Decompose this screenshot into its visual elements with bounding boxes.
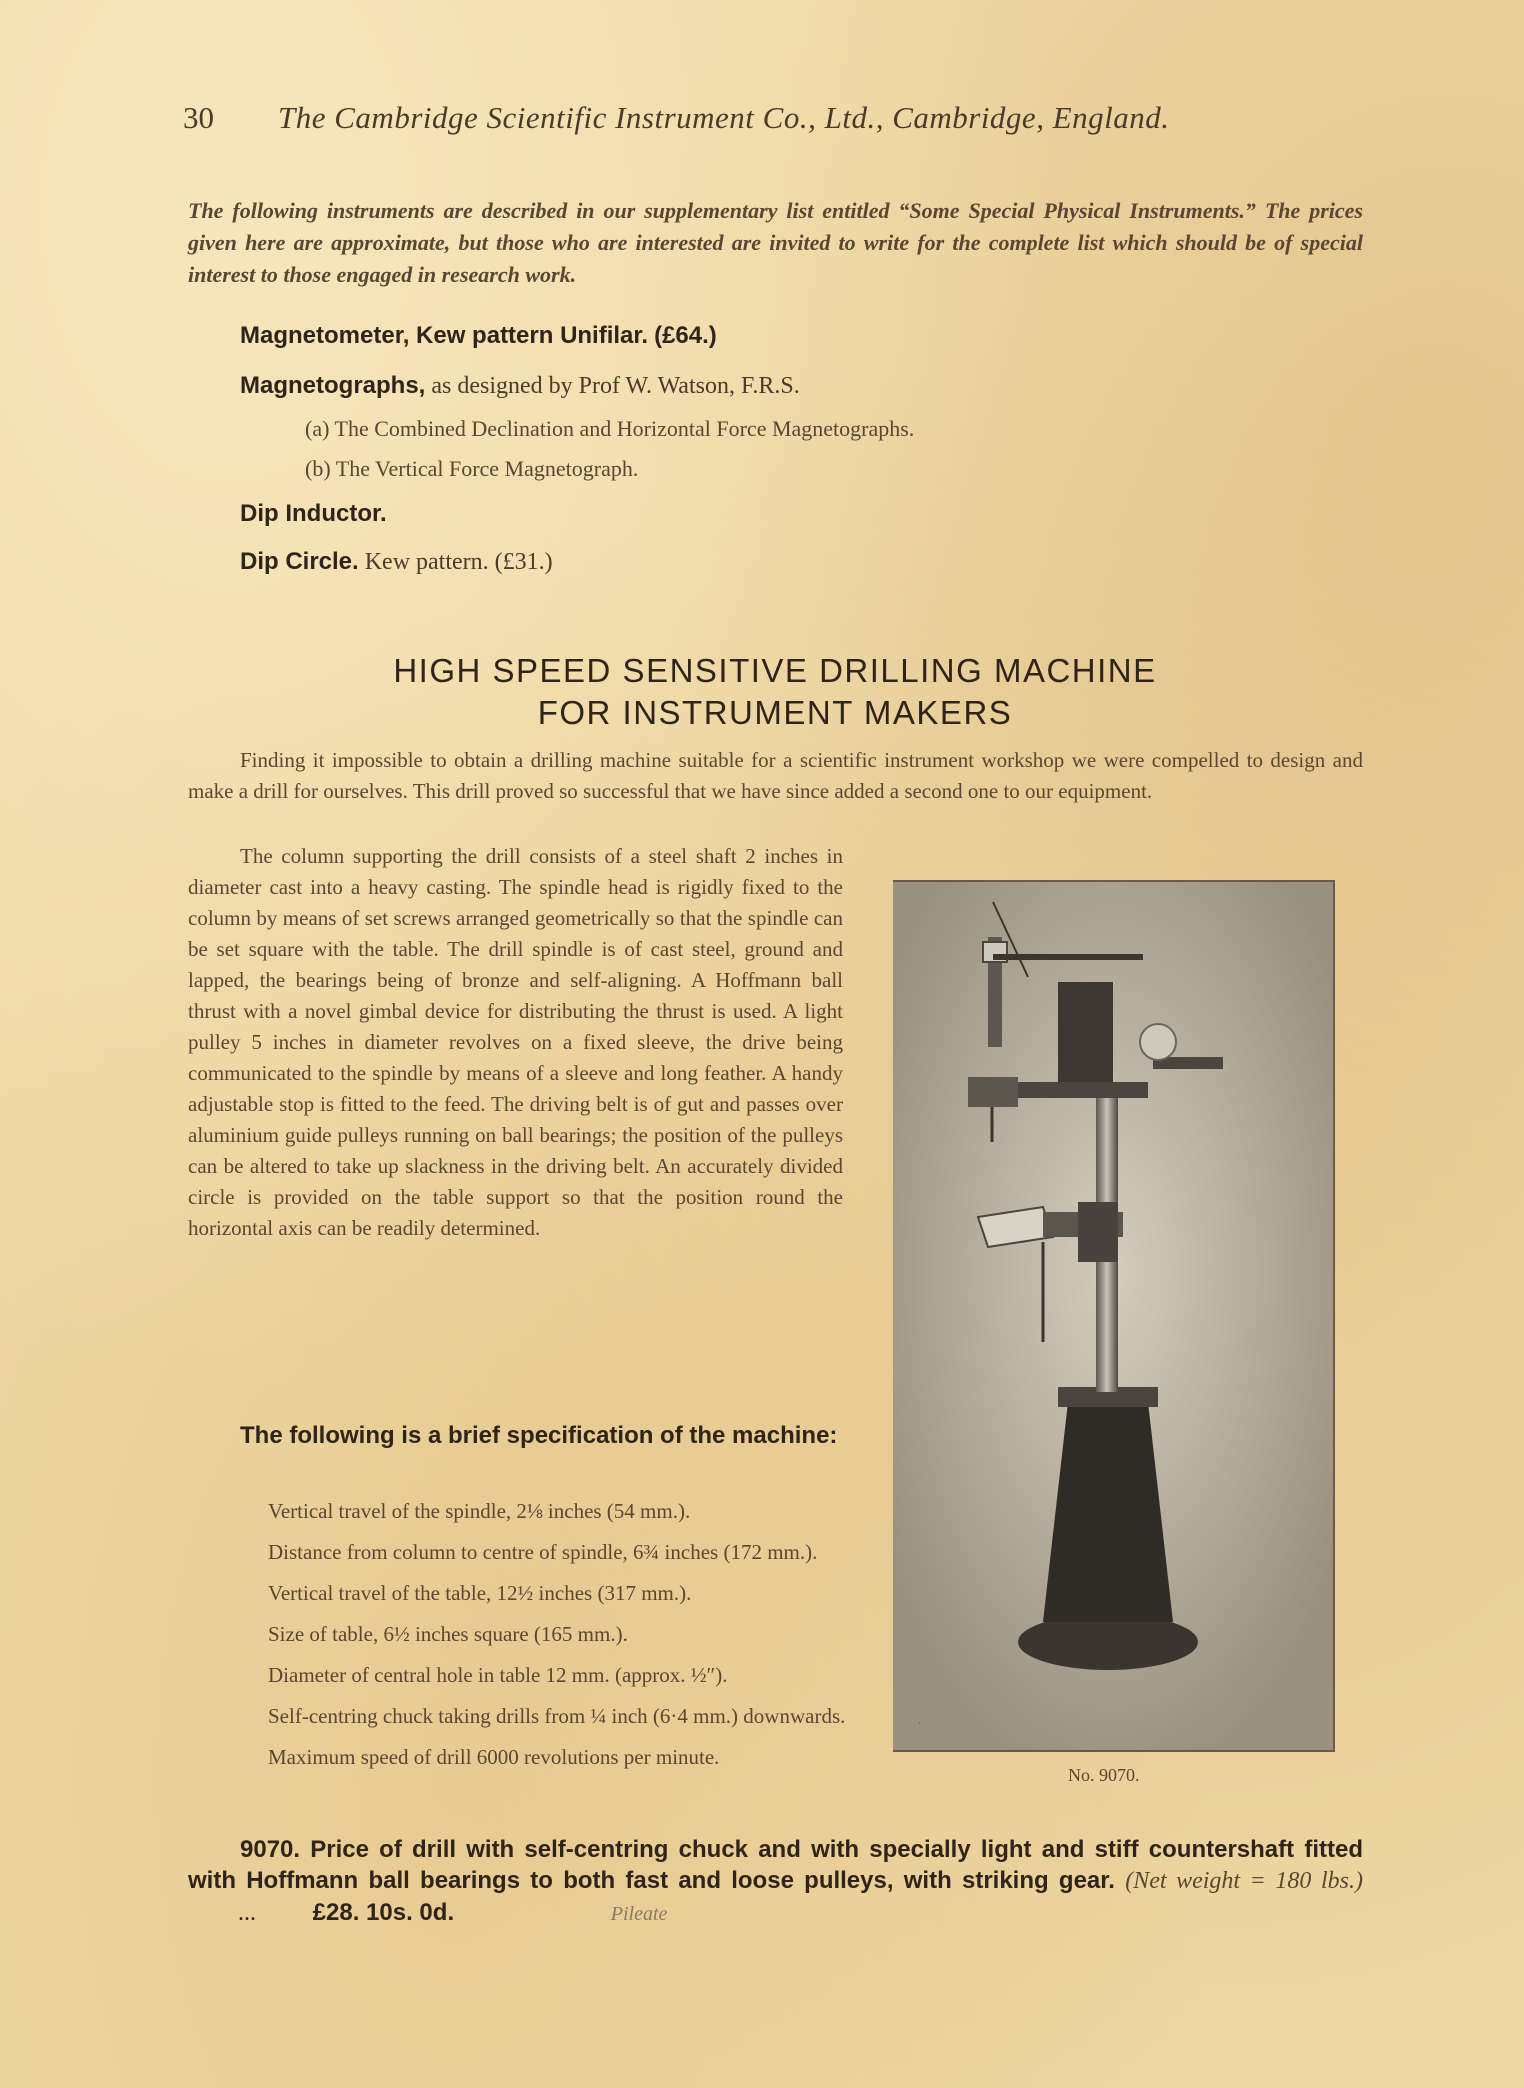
instrument-magnetographs <box>240 372 800 400</box>
net-weight: (Net weight = 180 lbs.) <box>1125 1868 1363 1894</box>
price-line <box>188 1834 1363 1930</box>
spec-item: Vertical travel of the spindle, 2⅛ inches (54 mm.). <box>268 1499 691 1523</box>
spec-heading: The following is a brief specification of the machine: <box>240 1422 838 1449</box>
body-paragraph-2: The column supporting the drill consists of a steel shaft 2 inches in diameter cast into a heavy casting. The spindle head is rigidly fixed to the column by means of set screws arranged geometrically so that the spindle can be set square with the table. The drill spindle is of cast steel, ground and lapped, the bearings being of bronze and self-aligning. A Hoffmann ball thrust with a novel gimbal device for distributing the thrust is used. A light pulley 5 inches in diameter revolves on a fixed sleeve, the drive being communicated to the spindle by means of a sleeve and long feather. A handy adjustable stop is fitted to the feed. The driving belt is of gut and passes over aluminium guide pulleys running on ball bearings; the position of the pulleys can be altered to take up slackness in the driving belt. An accurately divided circle is provided on the table support so that the position round the horizontal axis can be readily determined. <box>188 844 843 1240</box>
instrument-detail: as designed by Prof W. Watson, F.R.S. <box>431 373 800 399</box>
running-title: The Cambridge Scientific Instrument Co., Ltd., Cambridge, England. <box>278 100 1170 135</box>
instrument-dip-circle <box>240 548 553 576</box>
figure-caption: No. 9070. <box>1068 1765 1140 1785</box>
instrument-name: Magnetographs, <box>240 372 426 399</box>
spec-item: Diameter of central hole in table 12 mm. (approx. ½″). <box>268 1663 728 1687</box>
intro-paragraph: The following instruments are described in our supplementary list entitled “Some Special Physical Instruments.” The prices given here are approximate, but those who are interested are invited to write for the complete list which should be of special interest to those engaged in research work. <box>188 198 1363 287</box>
spec-item: Vertical travel of the table, 12½ inches (317 mm.). <box>268 1581 692 1605</box>
section-heading <box>300 650 1250 734</box>
drilling-machine-illustration <box>893 882 1333 1750</box>
instrument-magnetometer <box>240 322 717 350</box>
page-number: 30 <box>183 100 214 135</box>
body-paragraph-1: Finding it impossible to obtain a drilling machine suitable for a scientific instrument workshop we were compelled to design and make a drill for ourselves. This drill proved so successful that we have since added a second one to our equipment. <box>188 748 1363 803</box>
spec-item: Size of table, 6½ inches square (165 mm.). <box>268 1622 628 1646</box>
instrument-detail: Kew pattern. (£31.) <box>364 549 553 575</box>
spec-item: Distance from column to centre of spindle, 6¾ inches (172 mm.). <box>268 1540 818 1564</box>
spec-item: Maximum speed of drill 6000 revolutions per minute. <box>268 1745 720 1769</box>
instrument-name: Magnetometer, Kew pattern Unifilar. <box>240 322 649 349</box>
drilling-machine-photo <box>893 880 1335 1752</box>
signature: Pileate <box>610 1903 668 1925</box>
instrument-name: Dip Inductor. <box>240 500 387 527</box>
svg-text:.: . <box>918 1712 922 1727</box>
running-header <box>183 100 1363 136</box>
instrument-detail: (£64.) <box>654 322 717 349</box>
heading-line-1: HIGH SPEED SENSITIVE DRILLING MACHINE <box>393 652 1157 689</box>
magnetograph-item-a: (a) The Combined Declination and Horizontal Force Magnetographs. <box>305 416 915 441</box>
leader-dots: ... <box>238 1900 256 1926</box>
price-amount: £28. 10s. 0d. <box>312 1899 455 1926</box>
price-description: 9070. Price of drill with self-centring chuck and with specially light and stiff countershaft fitted with Hoffmann ball bearings to both fast and loose pulleys, with striking gear. <box>188 1836 1363 1894</box>
spec-list <box>268 1496 848 1783</box>
instrument-name: Dip Circle. <box>240 548 359 575</box>
instrument-dip-inductor <box>240 500 387 528</box>
spec-item: Self-centring chuck taking drills from ¼ inch (6·4 mm.) downwards. <box>268 1704 846 1728</box>
heading-line-2: FOR INSTRUMENT MAKERS <box>537 694 1013 731</box>
magnetograph-item-b: (b) The Vertical Force Magnetograph. <box>305 456 639 481</box>
